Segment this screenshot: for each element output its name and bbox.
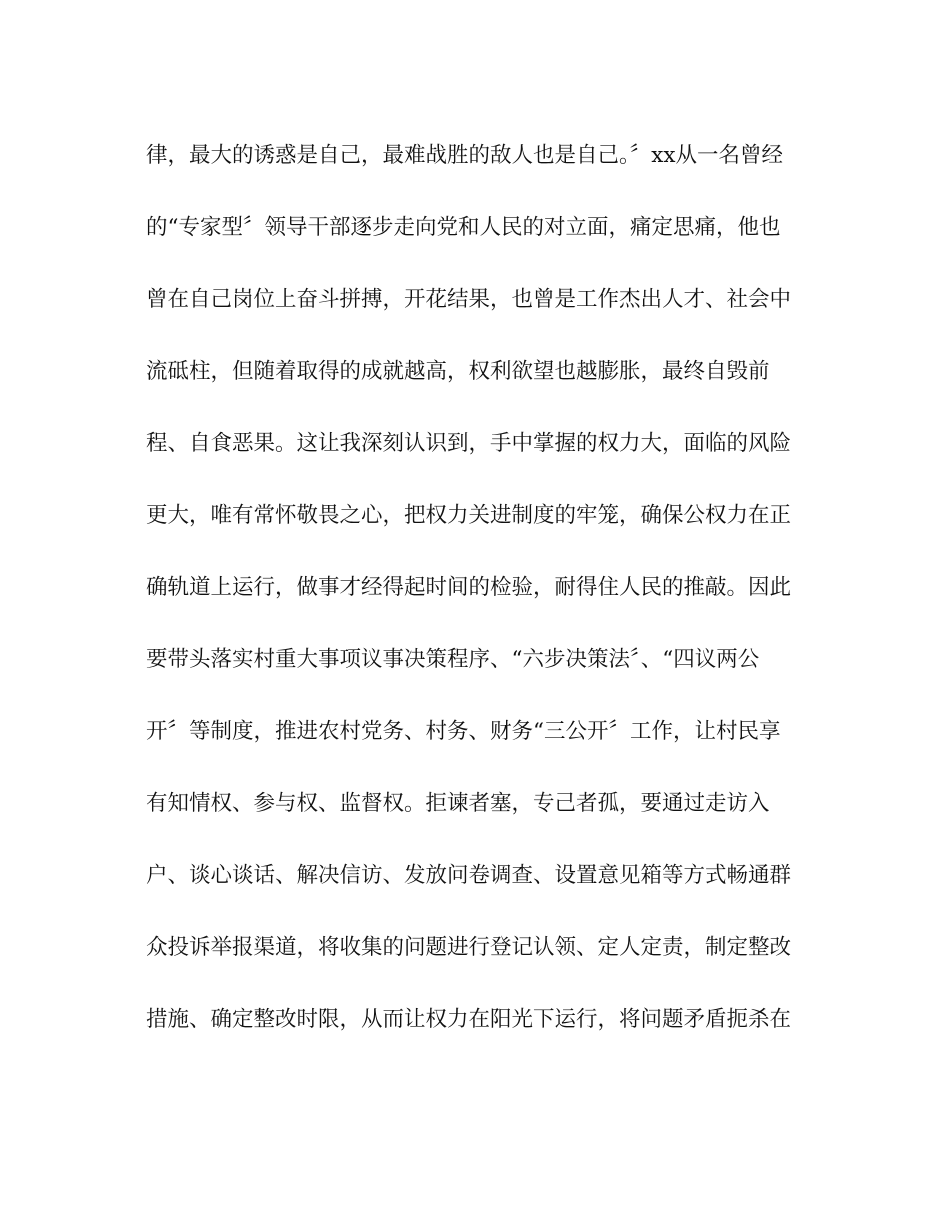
body-paragraph <box>146 136 826 1072</box>
text-line: 要带头落实村重大事项议事决策程序、“六步决策法〞、“四议两公 <box>146 647 760 672</box>
text-line: 确轨道上运行，做事才经得起时间的检验，耐得住人民的推敲。因此 <box>146 575 792 600</box>
text-line: 曾在自己岗位上奋斗拼搏，开花结果，也曾是工作杰出人才、社会中 <box>146 287 792 312</box>
text-line: 程、自食恶果。这让我深刻认识到，手中掌握的权力大，面临的风险 <box>146 431 792 456</box>
text-line: 更大，唯有常怀敬畏之心，把权力关进制度的牢笼，确保公权力在正 <box>146 503 792 528</box>
text-line: 措施、确定整改时限，从而让权力在阳光下运行，将问题矛盾扼杀在 <box>146 1007 792 1032</box>
text-line: 众投诉举报渠道，将收集的问题进行登记认领、定人定责，制定整改 <box>146 935 792 960</box>
text-line: 户、谈心谈话、解决信访、发放问卷调查、设置意见箱等方式畅通群 <box>146 863 792 888</box>
text-line: 的“专家型〞领导干部逐步走向党和人民的对立面，痛定思痛，他也 <box>146 215 781 240</box>
text-line: 律，最大的诱惑是自己，最难战胜的敌人也是自己。〞xx从一名曾经 <box>146 143 784 168</box>
text-line: 流砥柱，但随着取得的成就越高，权利欲望也越膨胀，最终自毁前 <box>146 359 770 384</box>
text-line: 开〞等制度，推进农村党务、村务、财务“三公开〞工作，让村民享 <box>146 719 781 744</box>
text-line: 有知情权、参与权、监督权。拒谏者塞，专己者孤，要通过走访入 <box>146 791 770 816</box>
